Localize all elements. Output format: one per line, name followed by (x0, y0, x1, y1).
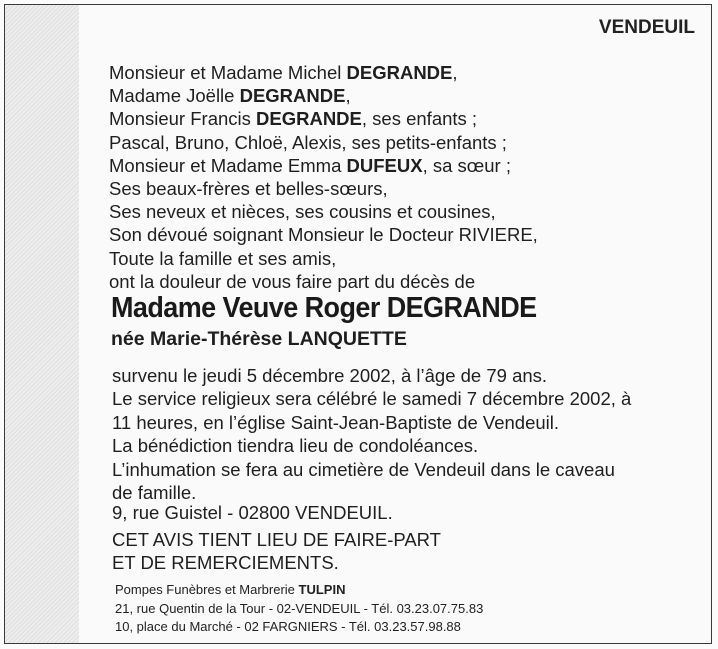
family-line: Son dévoué soignant Monsieur le Docteur RIVIERE, (109, 224, 538, 246)
scan-shading (5, 5, 79, 643)
deceased-maiden-name: née Marie-Thérèse LANQUETTE (111, 328, 407, 350)
details-line: La bénédiction tiendra lieu de condoléances. (112, 435, 479, 457)
family-line: Toute la famille et ses amis, (109, 247, 337, 269)
funeral-home-footer (115, 581, 483, 637)
funeral-details (112, 364, 631, 504)
family-line: Ses beaux-frères et belles-sœurs, (109, 177, 388, 199)
details-line: survenu le jeudi 5 décembre 2002, à l’âge de 79 ans. (112, 365, 548, 386)
details-line: L’inhumation se fera au cimetière de Vendeuil dans le caveau (112, 458, 615, 480)
obituary-notice-box (4, 4, 712, 644)
family-line: Madame Joëlle DEGRANDE, (109, 85, 351, 107)
announcement-line: ont la douleur de vous faire part du décès de (109, 270, 476, 292)
details-line: Le service religieux sera célébré le samedi 7 décembre 2002, à (112, 388, 632, 410)
funeral-home-name: Pompes Funèbres et Marbrerie TULPIN (115, 582, 346, 597)
family-line: Ses neveux et nièces, ses cousins et cousines, (109, 201, 496, 223)
details-line: 11 heures, en l’église Saint-Jean-Baptiste de Vendeuil. (112, 411, 560, 433)
family-line: Monsieur Francis DEGRANDE, ses enfants ; (109, 108, 478, 130)
family-line: Pascal, Bruno, Chloë, Alexis, ses petits-enfants ; (109, 131, 507, 153)
funeral-home-address: 21, rue Quentin de la Tour - 02-VENDEUIL - Tél. 03.23.07.75.83 (115, 600, 484, 616)
city-heading: VENDEUIL (598, 17, 695, 38)
deceased-name: Madame Veuve Roger DEGRANDE (111, 292, 537, 324)
family-list (109, 61, 538, 293)
family-line: Monsieur et Madame Michel DEGRANDE, (109, 62, 458, 83)
family-line: Monsieur et Madame Emma DUFEUX, sa sœur ; (109, 154, 511, 176)
notice-line: CET AVIS TIENT LIEU DE FAIRE-PART (112, 529, 441, 550)
funeral-home-address: 10, place du Marché - 02 FARGNIERS - Tél. 03.23.57.98.88 (115, 619, 461, 634)
notice-line: ET DE REMERCIEMENTS. (112, 552, 339, 573)
faire-part-notice (112, 528, 441, 574)
family-address: 9, rue Guistel - 02800 VENDEUIL. (112, 502, 393, 523)
details-line: de famille. (112, 481, 197, 503)
